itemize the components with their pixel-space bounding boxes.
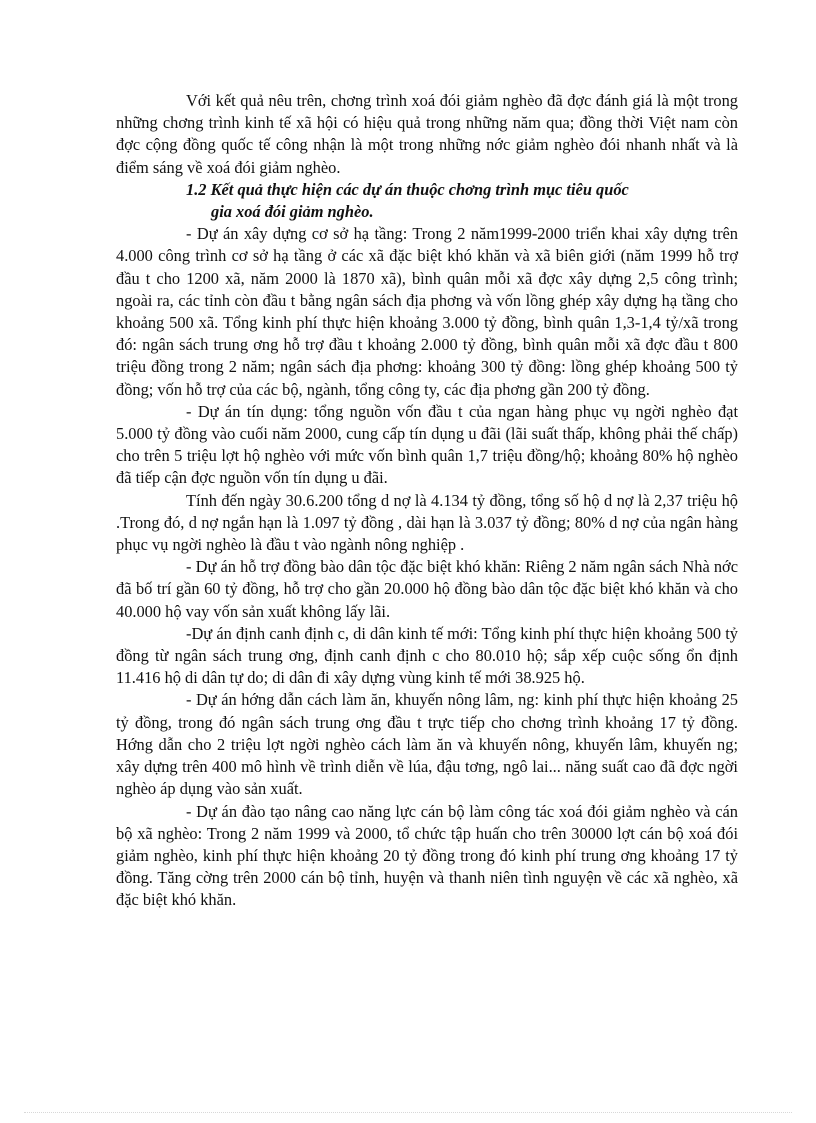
paragraph-extension: - Dự án hớng dẫn cách làm ăn, khuyến nông lâm, ng: kinh phí thực hiện khoảng 25 tỷ đồng, trong đó ngân sách trung ơng đầu t trực tiếp cho chơng trình khoảng 17 tỷ đồng. Hớng dẫn cho 2 triệu lợt ngời nghèo cách làm ăn và khuyến nông, khuyến lâm, khuyến ng; xây dựng trên 400 mô hình về trình diễn về lúa, đậu tơng, ngô lai... năng suất cao đã đợc ngời nghèo áp dụng vào sản xuất. (116, 690, 738, 799)
paragraph-credit: - Dự án tín dụng: tổng nguồn vốn đầu t của ngan hàng phục vụ ngời nghèo đạt 5.000 tỷ đồng vào cuối năm 2000, cung cấp tín dụng u đãi (lãi suất thấp, không phải thế chấp) cho trên 5 triệu lợt hộ nghèo với mức vốn bình quân 1,7 triệu đồng/hộ; khoảng 80% hộ nghèo đã tiếp cận đợc nguồn vốn tín dụng u đãi. (116, 401, 738, 488)
document-body (116, 90, 738, 912)
section-heading-line2: gia xoá đói giảm nghèo. (211, 202, 374, 222)
section-heading (116, 179, 738, 223)
paragraph-training: - Dự án đào tạo nâng cao năng lực cán bộ làm công tác xoá đói giảm nghèo và cán bộ xã nghèo: Trong 2 năm 1999 và 2000, tổ chức tập huấn cho trên 30000 lợt cán bộ xoá đói giảm nghèo, kinh phí thực hiện khoảng 20 tỷ đồng trong đó kinh phí trung ơng khoảng 17 tỷ đồng. Tăng cờng trên 2000 cán bộ tỉnh, huyện và thanh niên tình nguyện về các xã nghèo, xã đặc biệt khó khăn. (116, 801, 738, 910)
page-bottom-divider (24, 1112, 792, 1113)
paragraph-outstanding-loans: Tính đến ngày 30.6.200 tổng d nợ là 4.134 tỷ đồng, tổng số hộ d nợ là 2,37 triệu hộ .Trong đó, d nợ ngắn hạn là 1.097 tỷ đồng , dài hạn là 3.037 tỷ đồng; 80% d nợ của ngân hàng phục vụ ngời nghèo là đầu t vào ngành nông nghiệp . (116, 490, 738, 555)
paragraph-resettlement: -Dự án định canh định c, di dân kinh tế mới: Tổng kinh phí thực hiện khoảng 500 tỷ đồng từ ngân sách trung ơng, định canh định c cho 80.010 hộ; sắp xếp cuộc sống ổn định 11.416 hộ di dân tự do; di dân đi xây dựng vùng kinh tế mới 38.925 hộ. (116, 623, 738, 688)
paragraph-ethnic-support: - Dự án hỗ trợ đồng bào dân tộc đặc biệt khó khăn: Riêng 2 năm ngân sách Nhà nớc đã bố trí gần 60 tỷ đồng, hỗ trợ cho gần 20.000 hộ đồng bào dân tộc đặc biệt khó khăn và cho 40.000 hộ vay vốn sản xuất không lấy lãi. (116, 557, 738, 621)
paragraph-infrastructure: - Dự án xây dựng cơ sở hạ tầng: Trong 2 năm1999-2000 triển khai xây dựng trên 4.000 công trình cơ sở hạ tầng ở các xã đặc biệt khó khăn và xã biên giới (năm 1999 hỗ trợ đầu t cho 1200 xã, năm 2000 là 1870 xã), bình quân mỗi xã đợc xây dựng 2,5 công trình; ngoài ra, các tỉnh còn đầu t bằng ngân sách địa phơng và vốn lồng ghép xây dựng hạ tầng cho khoảng 500 xã. Tổng kinh phí thực hiện khoảng 3.000 tỷ đồng, bình quân 1,3-1,4 tỷ/xã trong đó: ngân sách trung ơng hỗ trợ đầu t khoảng 2.000 tỷ đồng, bình quân mỗi xã đợc đầu t 800 triệu đồng trong 2 năm; ngân sách địa phơng: khoảng 300 tỷ đồng: lồng ghép khoảng 500 tỷ đồng; vốn hỗ trợ của các bộ, ngành, tổng công ty, các địa phơng gần 200 tỷ đồng. (116, 224, 738, 399)
section-heading-line1: 1.2 Kết quả thực hiện các dự án thuộc chơng trình mục tiêu quốc (186, 179, 629, 199)
paragraph-intro: Với kết quả nêu trên, chơng trình xoá đói giảm nghèo đã đợc đánh giá là một trong những chơng trình kinh tế xã hội có hiệu quả trong những năm qua; đồng thời Việt nam còn đợc cộng đồng quốc tế công nhận là một trong những nớc giảm nghèo đói nhanh nhất và là điểm sáng về xoá đói giảm nghèo. (116, 91, 738, 177)
